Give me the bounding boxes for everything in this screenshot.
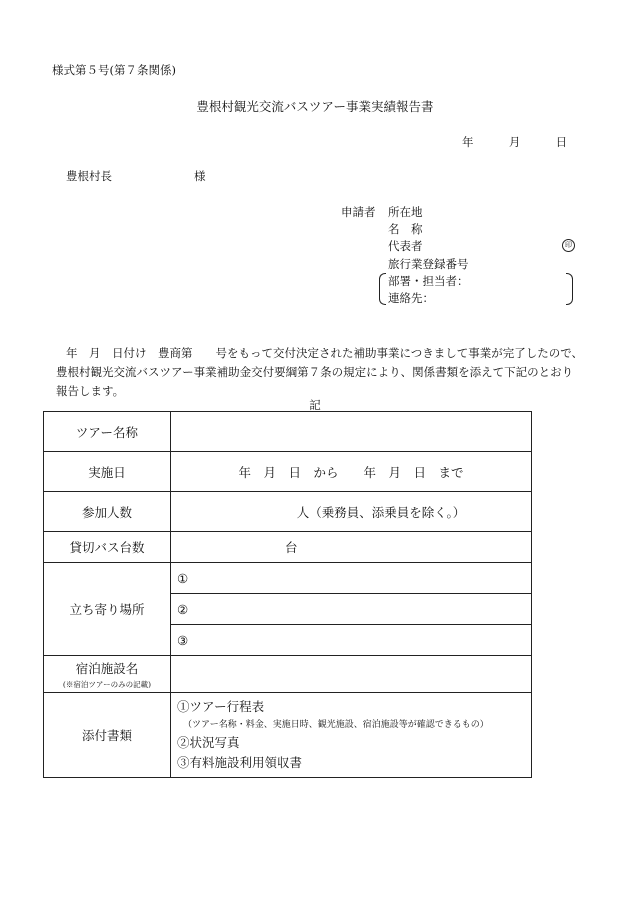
tour-name-value[interactable]: [171, 412, 532, 452]
table-row-tour-name: [44, 412, 532, 452]
form-number: 様式第５号(第７条関係): [52, 63, 176, 77]
table-row-date: [44, 452, 532, 492]
stops-label: 立ち寄り場所: [44, 563, 171, 656]
tour-name-label: ツアー名称: [44, 412, 171, 452]
contact-info-label: 連絡先：: [388, 291, 434, 305]
document-title: 豊根村観光交流バスツアー事業実績報告書: [196, 99, 434, 114]
seal-mark: 印: [562, 239, 575, 252]
attachment-3: ③有料施設利用領収書: [177, 755, 303, 770]
body-line-2: 豊根村観光交流バスツアー事業補助金交付要綱第７条の規定により、関係書類を添えて下記のとおり: [56, 365, 574, 379]
attachment-2: ②状況写真: [177, 735, 240, 750]
ki-marker: 記: [309, 398, 321, 412]
participants-value[interactable]: 人（乗務員、添乗員を除く。）: [171, 492, 532, 532]
attachments-cell: [171, 693, 532, 778]
department-contact-label: 部署・担当者：: [388, 274, 469, 288]
applicant-label: 申請者: [341, 205, 376, 219]
lodging-label: 宿泊施設名: [75, 660, 139, 676]
bracket-right: [566, 273, 573, 305]
date-line: [462, 134, 567, 150]
table-row-participants: [44, 492, 532, 532]
date-year: 年: [462, 135, 474, 149]
body-line-3: 報告します。: [56, 384, 125, 398]
attachment-1-note: （ツアー名称・料金、実施日時、観光施設、宿泊施設等が確認できるもの）: [183, 720, 489, 730]
table-row-attachments: [44, 693, 532, 778]
applicant-representative-label: 代表者: [388, 239, 423, 253]
lodging-note: (※宿泊ツアーのみの記載): [62, 679, 152, 689]
applicant-address-label: 所在地: [388, 205, 423, 219]
body-line-1: 年 月 日付け 豊商第 号をもって交付決定された補助事業につきまして事業が完了したので、: [66, 346, 584, 360]
date-label: 実施日: [44, 452, 171, 492]
participants-label: 参加人数: [44, 492, 171, 532]
bracket-left: [379, 273, 386, 305]
addressee-honorific: 様: [194, 169, 206, 183]
travel-registration-label: 旅行業登録番号: [388, 257, 469, 271]
bus-label: 貸切バス台数: [44, 532, 171, 563]
table-row-lodging: [44, 656, 532, 693]
addressee-name: 豊根村長: [66, 169, 112, 183]
stop-1[interactable]: ①: [171, 563, 532, 594]
lodging-label-cell: [44, 656, 171, 693]
bus-value[interactable]: 台: [171, 532, 532, 563]
lodging-value[interactable]: [171, 656, 532, 693]
attachments-label: 添付書類: [44, 693, 171, 778]
date-value[interactable]: 年 月 日 から 年 月 日 まで: [171, 452, 532, 492]
table-row-bus: [44, 532, 532, 563]
body-paragraph: [56, 344, 596, 401]
date-month: 月: [508, 135, 521, 149]
attachment-1: ①ツアー行程表: [177, 699, 265, 714]
applicant-name-label: 名 称: [388, 222, 423, 236]
stop-3[interactable]: ③: [171, 625, 532, 656]
addressee: [66, 168, 206, 184]
date-day: 日: [555, 135, 568, 149]
stop-2[interactable]: ②: [171, 594, 532, 625]
report-table: [43, 411, 532, 778]
table-row-stop-1: [44, 563, 532, 594]
